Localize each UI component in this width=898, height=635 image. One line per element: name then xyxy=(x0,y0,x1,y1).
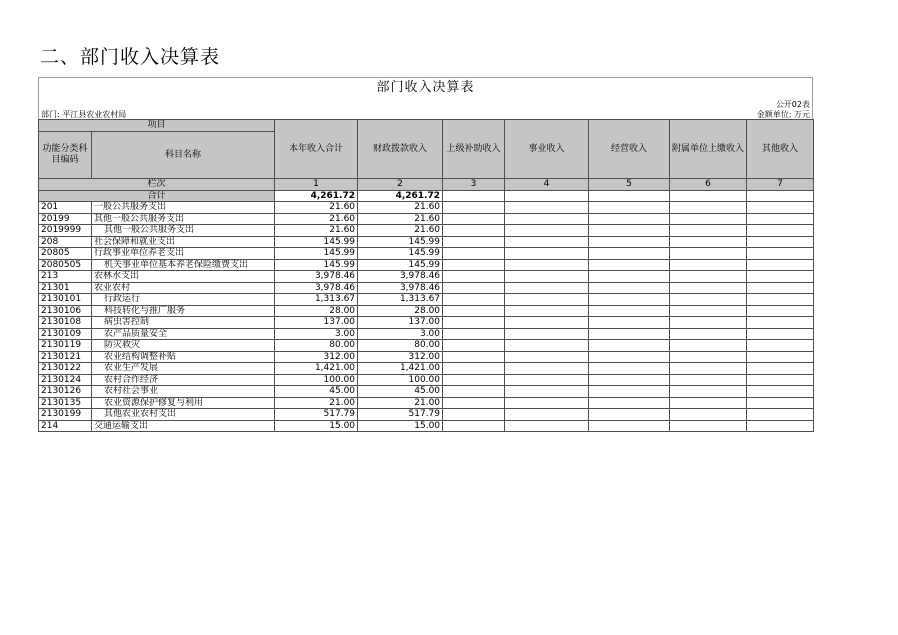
empty-cell xyxy=(670,409,747,421)
empty-cell xyxy=(505,190,589,202)
row-fiscal: 145.99 xyxy=(358,259,443,271)
total-amount: 4,261.72 xyxy=(275,190,358,202)
row-code: 2130108 xyxy=(39,317,92,329)
empty-cell xyxy=(747,305,814,317)
row-total: 15.00 xyxy=(275,420,358,432)
empty-cell xyxy=(589,225,670,237)
empty-cell xyxy=(747,259,814,271)
empty-cell xyxy=(505,328,589,340)
header-operating: 经营收入 xyxy=(589,120,670,179)
department-label: 部门: 平江县农业农村局 xyxy=(41,110,127,119)
empty-cell xyxy=(670,363,747,375)
row-subject-name: 农业农村 xyxy=(92,282,275,294)
row-code: 214 xyxy=(39,420,92,432)
empty-cell xyxy=(747,213,814,225)
row-code: 208 xyxy=(39,236,92,248)
row-total: 517.79 xyxy=(275,409,358,421)
row-fiscal: 15.00 xyxy=(358,420,443,432)
row-code: 2130109 xyxy=(39,328,92,340)
row-total: 45.00 xyxy=(275,386,358,398)
row-subject-name: 农村社会事业 xyxy=(92,386,275,398)
empty-cell xyxy=(670,420,747,432)
empty-cell xyxy=(443,317,505,329)
row-total: 3,978.46 xyxy=(275,282,358,294)
empty-cell xyxy=(670,305,747,317)
empty-cell xyxy=(443,202,505,214)
empty-cell xyxy=(747,236,814,248)
empty-cell xyxy=(589,190,670,202)
table-row xyxy=(39,363,814,375)
row-fiscal: 137.00 xyxy=(358,317,443,329)
index-col: 6 xyxy=(670,179,747,191)
table-row xyxy=(39,317,814,329)
row-fiscal: 80.00 xyxy=(358,340,443,352)
row-code: 2130122 xyxy=(39,363,92,375)
row-total: 21.00 xyxy=(275,397,358,409)
empty-cell xyxy=(747,294,814,306)
row-total: 3,978.46 xyxy=(275,271,358,283)
row-code: 201 xyxy=(39,202,92,214)
empty-cell xyxy=(747,409,814,421)
empty-cell xyxy=(443,190,505,202)
row-subject-name: 行政事业单位养老支出 xyxy=(92,248,275,260)
index-label: 栏次 xyxy=(39,179,275,191)
empty-cell xyxy=(747,282,814,294)
row-code: 2080505 xyxy=(39,259,92,271)
empty-cell xyxy=(747,271,814,283)
index-col: 7 xyxy=(747,179,814,191)
table-row xyxy=(39,374,814,386)
empty-cell xyxy=(670,397,747,409)
row-fiscal: 145.99 xyxy=(358,248,443,260)
empty-cell xyxy=(670,202,747,214)
empty-cell xyxy=(443,374,505,386)
row-code: 2130121 xyxy=(39,351,92,363)
empty-cell xyxy=(670,271,747,283)
row-total: 312.00 xyxy=(275,351,358,363)
header-affiliated: 附属单位上缴收入 xyxy=(670,120,747,179)
table-subheader xyxy=(38,98,813,119)
row-code: 20199 xyxy=(39,213,92,225)
empty-cell xyxy=(505,225,589,237)
empty-cell xyxy=(670,190,747,202)
empty-cell xyxy=(747,202,814,214)
row-code: 2130119 xyxy=(39,340,92,352)
row-fiscal: 1,421.00 xyxy=(358,363,443,375)
row-subject-name: 行政运行 xyxy=(92,294,275,306)
header-func-code: 功能分类科目编码 xyxy=(39,132,92,179)
empty-cell xyxy=(747,386,814,398)
row-total: 145.99 xyxy=(275,248,358,260)
row-subject-name: 农林水支出 xyxy=(92,271,275,283)
empty-cell xyxy=(443,271,505,283)
empty-cell xyxy=(443,225,505,237)
empty-cell xyxy=(505,305,589,317)
index-col: 4 xyxy=(505,179,589,191)
row-fiscal: 3.00 xyxy=(358,328,443,340)
table-row xyxy=(39,248,814,260)
table-row xyxy=(39,397,814,409)
total-row xyxy=(39,190,814,202)
row-fiscal: 45.00 xyxy=(358,386,443,398)
header-other: 其他收入 xyxy=(747,120,814,179)
empty-cell xyxy=(670,340,747,352)
empty-cell xyxy=(589,328,670,340)
empty-cell xyxy=(670,328,747,340)
row-code: 21301 xyxy=(39,282,92,294)
row-fiscal: 1,313.67 xyxy=(358,294,443,306)
empty-cell xyxy=(670,386,747,398)
empty-cell xyxy=(505,409,589,421)
empty-cell xyxy=(589,282,670,294)
row-total: 100.00 xyxy=(275,374,358,386)
empty-cell xyxy=(443,236,505,248)
row-code: 2130101 xyxy=(39,294,92,306)
row-subject-name: 一般公共服务支出 xyxy=(92,202,275,214)
empty-cell xyxy=(589,363,670,375)
row-total: 145.99 xyxy=(275,259,358,271)
row-total: 1,421.00 xyxy=(275,363,358,375)
empty-cell xyxy=(505,213,589,225)
empty-cell xyxy=(747,420,814,432)
income-statement-sheet xyxy=(38,77,813,432)
empty-cell xyxy=(670,248,747,260)
header-total: 本年收入合计 xyxy=(275,120,358,179)
empty-cell xyxy=(589,351,670,363)
table-row xyxy=(39,328,814,340)
row-subject-name: 病虫害控制 xyxy=(92,317,275,329)
empty-cell xyxy=(505,271,589,283)
row-fiscal: 21.00 xyxy=(358,397,443,409)
empty-cell xyxy=(443,386,505,398)
empty-cell xyxy=(443,294,505,306)
row-code: 2130106 xyxy=(39,305,92,317)
header-fiscal: 财政拨款收入 xyxy=(358,120,443,179)
empty-cell xyxy=(443,259,505,271)
row-fiscal: 145.99 xyxy=(358,236,443,248)
empty-cell xyxy=(589,259,670,271)
index-col: 2 xyxy=(358,179,443,191)
empty-cell xyxy=(747,328,814,340)
empty-cell xyxy=(443,397,505,409)
row-subject-name: 农产品质量安全 xyxy=(92,328,275,340)
empty-cell xyxy=(670,294,747,306)
row-code: 20805 xyxy=(39,248,92,260)
table-row xyxy=(39,225,814,237)
empty-cell xyxy=(589,409,670,421)
empty-cell xyxy=(747,317,814,329)
row-total: 1,313.67 xyxy=(275,294,358,306)
empty-cell xyxy=(747,351,814,363)
empty-cell xyxy=(589,213,670,225)
empty-cell xyxy=(505,202,589,214)
row-total: 137.00 xyxy=(275,317,358,329)
row-fiscal: 21.60 xyxy=(358,202,443,214)
empty-cell xyxy=(670,282,747,294)
empty-cell xyxy=(747,190,814,202)
empty-cell xyxy=(747,363,814,375)
row-subject-name: 农村合作经济 xyxy=(92,374,275,386)
table-row xyxy=(39,386,814,398)
empty-cell xyxy=(589,317,670,329)
row-code: 2130199 xyxy=(39,409,92,421)
empty-cell xyxy=(443,420,505,432)
empty-cell xyxy=(670,213,747,225)
empty-cell xyxy=(505,317,589,329)
empty-cell xyxy=(443,213,505,225)
row-subject-name: 社会保障和就业支出 xyxy=(92,236,275,248)
table-row xyxy=(39,305,814,317)
empty-cell xyxy=(589,386,670,398)
row-subject-name: 农业生产发展 xyxy=(92,363,275,375)
empty-cell xyxy=(589,236,670,248)
index-col: 5 xyxy=(589,179,670,191)
empty-cell xyxy=(670,317,747,329)
row-total: 80.00 xyxy=(275,340,358,352)
total-fiscal: 4,261.72 xyxy=(358,190,443,202)
empty-cell xyxy=(505,248,589,260)
row-total: 3.00 xyxy=(275,328,358,340)
header-superior: 上级补助收入 xyxy=(443,120,505,179)
total-label: 合计 xyxy=(39,190,275,202)
row-code: 2019999 xyxy=(39,225,92,237)
row-subject-name: 科技转化与推广服务 xyxy=(92,305,275,317)
row-fiscal: 3,978.46 xyxy=(358,271,443,283)
empty-cell xyxy=(747,340,814,352)
table-row xyxy=(39,340,814,352)
empty-cell xyxy=(505,282,589,294)
empty-cell xyxy=(443,363,505,375)
row-subject-name: 农业结构调整补贴 xyxy=(92,351,275,363)
empty-cell xyxy=(589,340,670,352)
empty-cell xyxy=(443,351,505,363)
empty-cell xyxy=(505,363,589,375)
empty-cell xyxy=(505,259,589,271)
table-code: 公开02表 xyxy=(775,100,810,109)
row-subject-name: 其他农业农村支出 xyxy=(92,409,275,421)
row-code: 213 xyxy=(39,271,92,283)
page-heading: 二、部门收入决算表 xyxy=(40,46,221,68)
empty-cell xyxy=(443,409,505,421)
row-code: 2130126 xyxy=(39,386,92,398)
row-total: 21.60 xyxy=(275,225,358,237)
header-business: 事业收入 xyxy=(505,120,589,179)
row-total: 21.60 xyxy=(275,213,358,225)
row-subject-name: 交通运输支出 xyxy=(92,420,275,432)
row-fiscal: 517.79 xyxy=(358,409,443,421)
empty-cell xyxy=(589,397,670,409)
row-subject-name: 防灾救灾 xyxy=(92,340,275,352)
row-fiscal: 28.00 xyxy=(358,305,443,317)
empty-cell xyxy=(670,225,747,237)
empty-cell xyxy=(589,294,670,306)
empty-cell xyxy=(589,374,670,386)
row-subject-name: 其他一般公共服务支出 xyxy=(92,225,275,237)
empty-cell xyxy=(505,374,589,386)
empty-cell xyxy=(505,294,589,306)
index-col: 1 xyxy=(275,179,358,191)
row-fiscal: 21.60 xyxy=(358,213,443,225)
row-total: 21.60 xyxy=(275,202,358,214)
row-subject-name: 机关事业单位基本养老保险缴费支出 xyxy=(92,259,275,271)
empty-cell xyxy=(443,328,505,340)
header-project: 项目 xyxy=(39,120,275,132)
empty-cell xyxy=(505,420,589,432)
empty-cell xyxy=(505,340,589,352)
row-fiscal: 312.00 xyxy=(358,351,443,363)
empty-cell xyxy=(505,236,589,248)
table-row xyxy=(39,420,814,432)
empty-cell xyxy=(443,248,505,260)
empty-cell xyxy=(589,420,670,432)
unit-label: 金额单位: 万元 xyxy=(756,110,810,119)
header-subject-name: 科目名称 xyxy=(92,132,275,179)
row-fiscal: 21.60 xyxy=(358,225,443,237)
empty-cell xyxy=(443,282,505,294)
table-row xyxy=(39,236,814,248)
empty-cell xyxy=(747,248,814,260)
table-row xyxy=(39,282,814,294)
table-row xyxy=(39,351,814,363)
empty-cell xyxy=(505,386,589,398)
row-code: 2130124 xyxy=(39,374,92,386)
row-total: 145.99 xyxy=(275,236,358,248)
table-row xyxy=(39,294,814,306)
empty-cell xyxy=(747,374,814,386)
row-total: 28.00 xyxy=(275,305,358,317)
income-table xyxy=(38,119,814,432)
empty-cell xyxy=(670,236,747,248)
empty-cell xyxy=(443,305,505,317)
row-code: 2130135 xyxy=(39,397,92,409)
table-row xyxy=(39,409,814,421)
table-row xyxy=(39,259,814,271)
row-fiscal: 100.00 xyxy=(358,374,443,386)
empty-cell xyxy=(505,397,589,409)
empty-cell xyxy=(589,271,670,283)
empty-cell xyxy=(670,374,747,386)
table-row xyxy=(39,213,814,225)
row-subject-name: 农业资源保护修复与利用 xyxy=(92,397,275,409)
empty-cell xyxy=(505,351,589,363)
empty-cell xyxy=(670,259,747,271)
empty-cell xyxy=(443,340,505,352)
row-subject-name: 其他一般公共服务支出 xyxy=(92,213,275,225)
empty-cell xyxy=(747,397,814,409)
empty-cell xyxy=(747,225,814,237)
table-title: 部门收入决算表 xyxy=(38,77,813,98)
table-row xyxy=(39,271,814,283)
empty-cell xyxy=(589,248,670,260)
index-col: 3 xyxy=(443,179,505,191)
table-row xyxy=(39,202,814,214)
row-fiscal: 3,978.46 xyxy=(358,282,443,294)
empty-cell xyxy=(589,305,670,317)
empty-cell xyxy=(670,351,747,363)
empty-cell xyxy=(589,202,670,214)
